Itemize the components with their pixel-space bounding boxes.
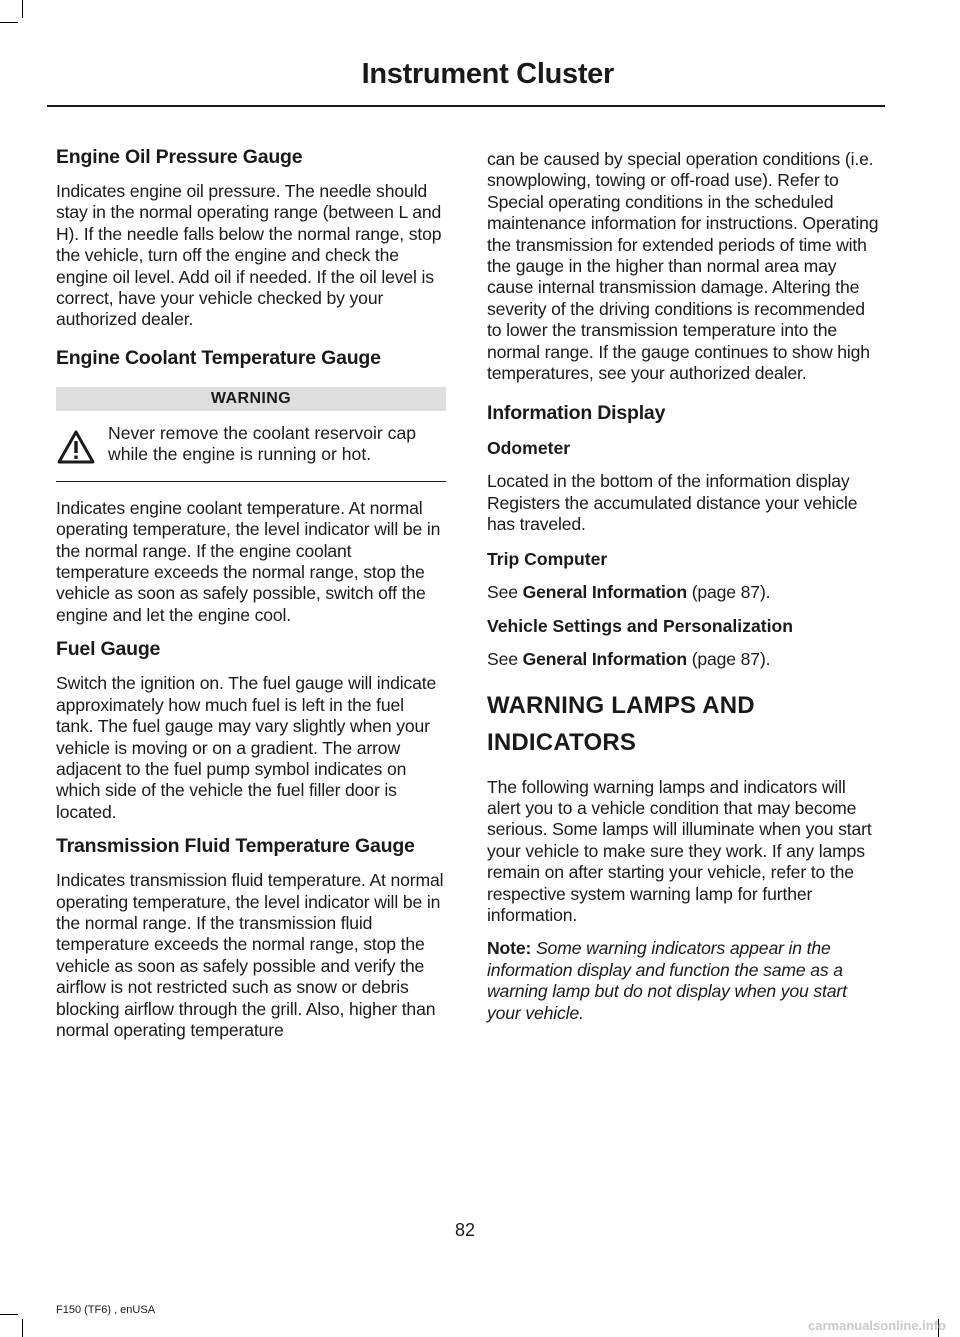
general-information-link[interactable]: General Information (522, 581, 687, 602)
transmission-text: Indicates transmission fluid temperature. At normal operating temperature, the level indicator will be in the normal range. If the transmission fluid temperature exceeds the normal range, stop the vehicle as soon as safely possible and verify the airflow is not restricted such as snow or debris blocking airflow through the grill. Also, higher than normal operating temperature (56, 870, 444, 1040)
page-number: 82 (454, 1220, 476, 1240)
note-paragraph (487, 938, 879, 1024)
note-text: Some warning indicators appear in the information display and function the same as a warning lamp but do not display when you start your vehicle. (487, 938, 847, 1023)
odometer-text: Located in the bottom of the information display Registers the accumulated distance your vehicle has traveled. (487, 471, 858, 535)
warning-banner: WARNING (56, 387, 446, 411)
right-column (487, 149, 879, 1036)
oil-pressure-text: Indicates engine oil pressure. The needle should stay in the normal operating range (between L and H). If the needle falls below the normal range, stop the vehicle, turn off the engine and check the engine oil level. Add oil if needed. If the oil level is correct, have your vehicle checked by your authorized dealer. (56, 181, 442, 330)
oil-pressure-heading: Engine Oil Pressure Gauge (56, 146, 303, 168)
trip-computer-ref (487, 582, 879, 603)
page-reference: (page 87). (691, 581, 771, 602)
left-column (56, 140, 446, 1053)
header-rule (47, 105, 885, 107)
info-display-heading: Information Display (487, 402, 666, 425)
transmission-heading: Transmission Fluid Temperature Gauge (56, 835, 415, 858)
footer-model: F150 (TF6) , enUSA (56, 1304, 156, 1316)
warning-text: Never remove the coolant reservoir cap while the engine is running or hot. (108, 422, 417, 465)
watermark: carmanualsonline.info (808, 1318, 946, 1333)
page-header-title: Instrument Cluster (361, 58, 614, 90)
see-label: See (487, 649, 518, 670)
crop-mark (22, 0, 23, 18)
warning-box (56, 423, 446, 482)
odometer-heading: Odometer (487, 438, 571, 459)
crop-mark (22, 1319, 23, 1337)
vehicle-settings-ref (487, 649, 879, 670)
trip-computer-heading: Trip Computer (487, 548, 608, 569)
see-label: See (487, 581, 518, 602)
page-reference: (page 87). (691, 649, 771, 670)
warning-lamps-heading-line2: INDICATORS (487, 728, 637, 756)
coolant-heading: Engine Coolant Temperature Gauge (56, 346, 381, 369)
note-label: Note: (487, 938, 532, 959)
warning-lamps-heading-line1: WARNING LAMPS AND (487, 691, 755, 719)
general-information-link[interactable]: General Information (522, 649, 687, 670)
crop-mark (0, 1314, 18, 1315)
fuel-gauge-heading: Fuel Gauge (56, 638, 161, 661)
warning-triangle-icon (56, 423, 108, 470)
fuel-gauge-text: Switch the ignition on. The fuel gauge will indicate approximately how much fuel is left in the fuel tank. The fuel gauge may vary slightly when your vehicle is moving or on a gradient. The arrow adjacent to the fuel pump symbol indicates on which side of the vehicle the fuel filler door is located. (56, 673, 437, 822)
transmission-text-continued: can be caused by special operation conditions (i.e. snowplowing, towing or off-road use). Refer to Special operating conditions in the scheduled maintenance information for instructions. Operating the transmission for extended periods of time with the gauge in the higher than normal area may cause internal transmission damage. Altering the severity of the driving conditions is recommended to lower the transmission temperature into the normal range. If the gauge continues to show high temperatures, see your authorized dealer. (487, 149, 879, 384)
coolant-text: Indicates engine coolant temperature. At normal operating temperature, the level indicator will be in the normal range. If the engine coolant temperature exceeds the normal range, stop the vehicle as soon as safely possible, switch off the engine and let the engine cool. (56, 497, 441, 625)
warning-lamps-text: The following warning lamps and indicators will alert you to a vehicle condition that may become serious. Some lamps will illuminate when you start your vehicle to make sure they work. If any lamps remain on after starting your vehicle, refer to the respective system warning lamp for further information. (487, 776, 872, 925)
crop-mark (0, 22, 18, 23)
warning-lamps-heading (487, 691, 879, 757)
vehicle-settings-heading: Vehicle Settings and Personalization (487, 616, 794, 637)
